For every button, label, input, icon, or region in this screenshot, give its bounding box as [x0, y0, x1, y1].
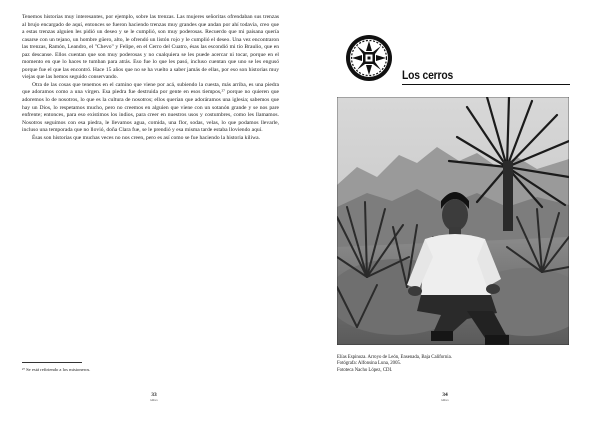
page-running-label-left: kiliwa	[150, 399, 158, 402]
caption-line-photographer: Fotógrafa: Alfonsina Luna, 2005.	[337, 361, 402, 367]
page-number-right: 34	[442, 392, 448, 398]
page-number-left: 33	[151, 392, 157, 398]
photo-man-seated-among-agaves	[337, 97, 569, 345]
paragraph-trenzas: Tenemos historias muy interesantes, por ejemplo, sobre las trenzas. Las mujeres señoritas ofrendaban sus trenzas al brujo encargado de aquí, entonces se fueron haciendo trenzas muy grandes que andan por ahí todavía, creo que a estas trenzas alguien les pidió un deseo y se le cumplió, son muy poderosas. Recuerdo que mi paisana quería casarse con un tejano, un hombre güero, alto, le ofrendó un listón rojo y le cumplió el deseo. Una vez encontraron las trenzas, Ramón, Leandro, el "Chevo" y Felipe, en el Cerro del Cuatro, ésas las escondió mi tío Braulio, que en paz descanse. Ellos cuentan que son muy poderosas y no cualquiera se les puede acercar ni tocar, porque en el momento en que lo haces te tumban para atrás. Eso fue lo que les pasó, incluso cuentan que uno se les engusó porque fue el que las encontró. Hace 15 años que no se ha vuelto a saber jamás de ellas, por eso son historias muy viejas que las hemos seguido conservando.	[22, 14, 279, 81]
section-title: Los cerros	[402, 68, 454, 82]
page-running-label-right: kiliwa	[441, 399, 449, 402]
paragraph-piedra: Otra de las cosas que tenemos en el camino que viene por acá, subiendo la cuesta, más arriba, es una piedra que adoramos como a una virgen. Esa piedra fue destruida por gente en esos tiempos,²⁷ porque no quieren que adoremos lo de nosotros, lo que es la cultura de nosotros; ellos querían que adoráramos una iglesia; sabemos que hay un Dios, lo respetamos mucho, pero no creemos en alguien que viene con un sotanón grande y se nos pare enfrente; entonces, para eso existimos los indios, para creer en nuestros usos y costumbres, como les llamamos. Nosotros seguimos con esa piedra, le llevamos agua, comida, una flor, sodas, velas, lo que podamos llevarle, incluso una temporada que no llovió, doña Clara fue, se le prendió y esa misma tarde estaba lloviendo aquí.	[22, 81, 279, 134]
footnote: ²⁷ Se está refiriendo a los misioneros.	[22, 367, 91, 372]
footnote-divider	[22, 362, 82, 363]
caption-line-subject: Elías Espinoza. Arroyo de León, Ensenada, Baja California.	[337, 355, 452, 360]
body-text	[22, 14, 279, 142]
kiliwa-emblem-icon	[345, 34, 393, 82]
photo-caption	[337, 355, 577, 374]
title-underline	[402, 84, 570, 85]
caption-line-archive: Fototeca Nacho López, CDI.	[337, 367, 393, 373]
paragraph-historias: Ésas son historias que muchas veces no nos creen, pero es así como se fue haciendo la historia kiliwa.	[32, 134, 261, 141]
